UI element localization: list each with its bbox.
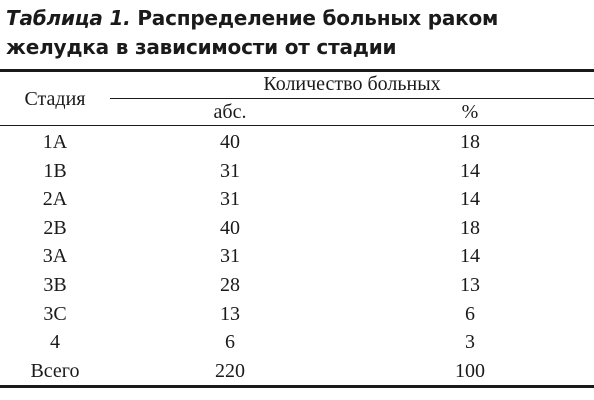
cell-pct: 14 [460,159,480,182]
cell-pct: 13 [460,274,480,296]
header-stage: Стадия [24,88,86,110]
cell-abs: 31 [220,188,240,211]
header-count-group: Количество больных [263,73,441,95]
table-row [0,271,594,300]
cell-abs: 13 [220,302,240,325]
table-row [0,157,594,186]
cell-stage: 3B [43,274,67,296]
cell-stage: 4 [50,331,60,354]
cell-pct: 18 [460,216,480,239]
table-row [0,357,594,386]
header-subgroup-rule [110,98,594,99]
table-row [0,214,594,243]
table-row [0,185,594,214]
caption-label: Таблица 1. [6,6,131,30]
cell-stage: 2B [43,216,67,239]
cell-abs: 40 [220,216,240,239]
cell-stage: 3A [42,245,68,268]
cell-abs: 6 [225,331,235,354]
cell-abs: 40 [220,131,240,153]
cell-pct: 100 [455,359,485,382]
cell-pct: 14 [460,188,480,211]
cell-stage: Всего [30,359,80,382]
caption-text: Распределение больных раком желудка в зависимости от стадии [6,6,499,59]
table-caption [6,4,590,62]
cell-abs: 220 [215,359,245,382]
table-bottom-rule [0,385,594,388]
table-row [0,328,594,357]
table-row [0,300,594,329]
cell-stage: 1A [42,131,68,153]
cell-abs: 28 [220,274,240,296]
header-abs: абс. [213,101,247,123]
cell-pct: 3 [465,331,475,354]
cell-pct: 18 [460,131,480,153]
cell-stage: 1B [43,159,67,182]
table-row [0,128,594,157]
cell-pct: 6 [465,302,475,325]
header-bottom-rule [0,125,594,126]
cell-abs: 31 [220,245,240,268]
table-row [0,242,594,271]
cell-stage: 2A [42,188,68,211]
cell-stage: 3C [43,302,67,325]
cell-abs: 31 [220,159,240,182]
header-pct: % [461,101,479,123]
cell-pct: 14 [460,245,480,268]
